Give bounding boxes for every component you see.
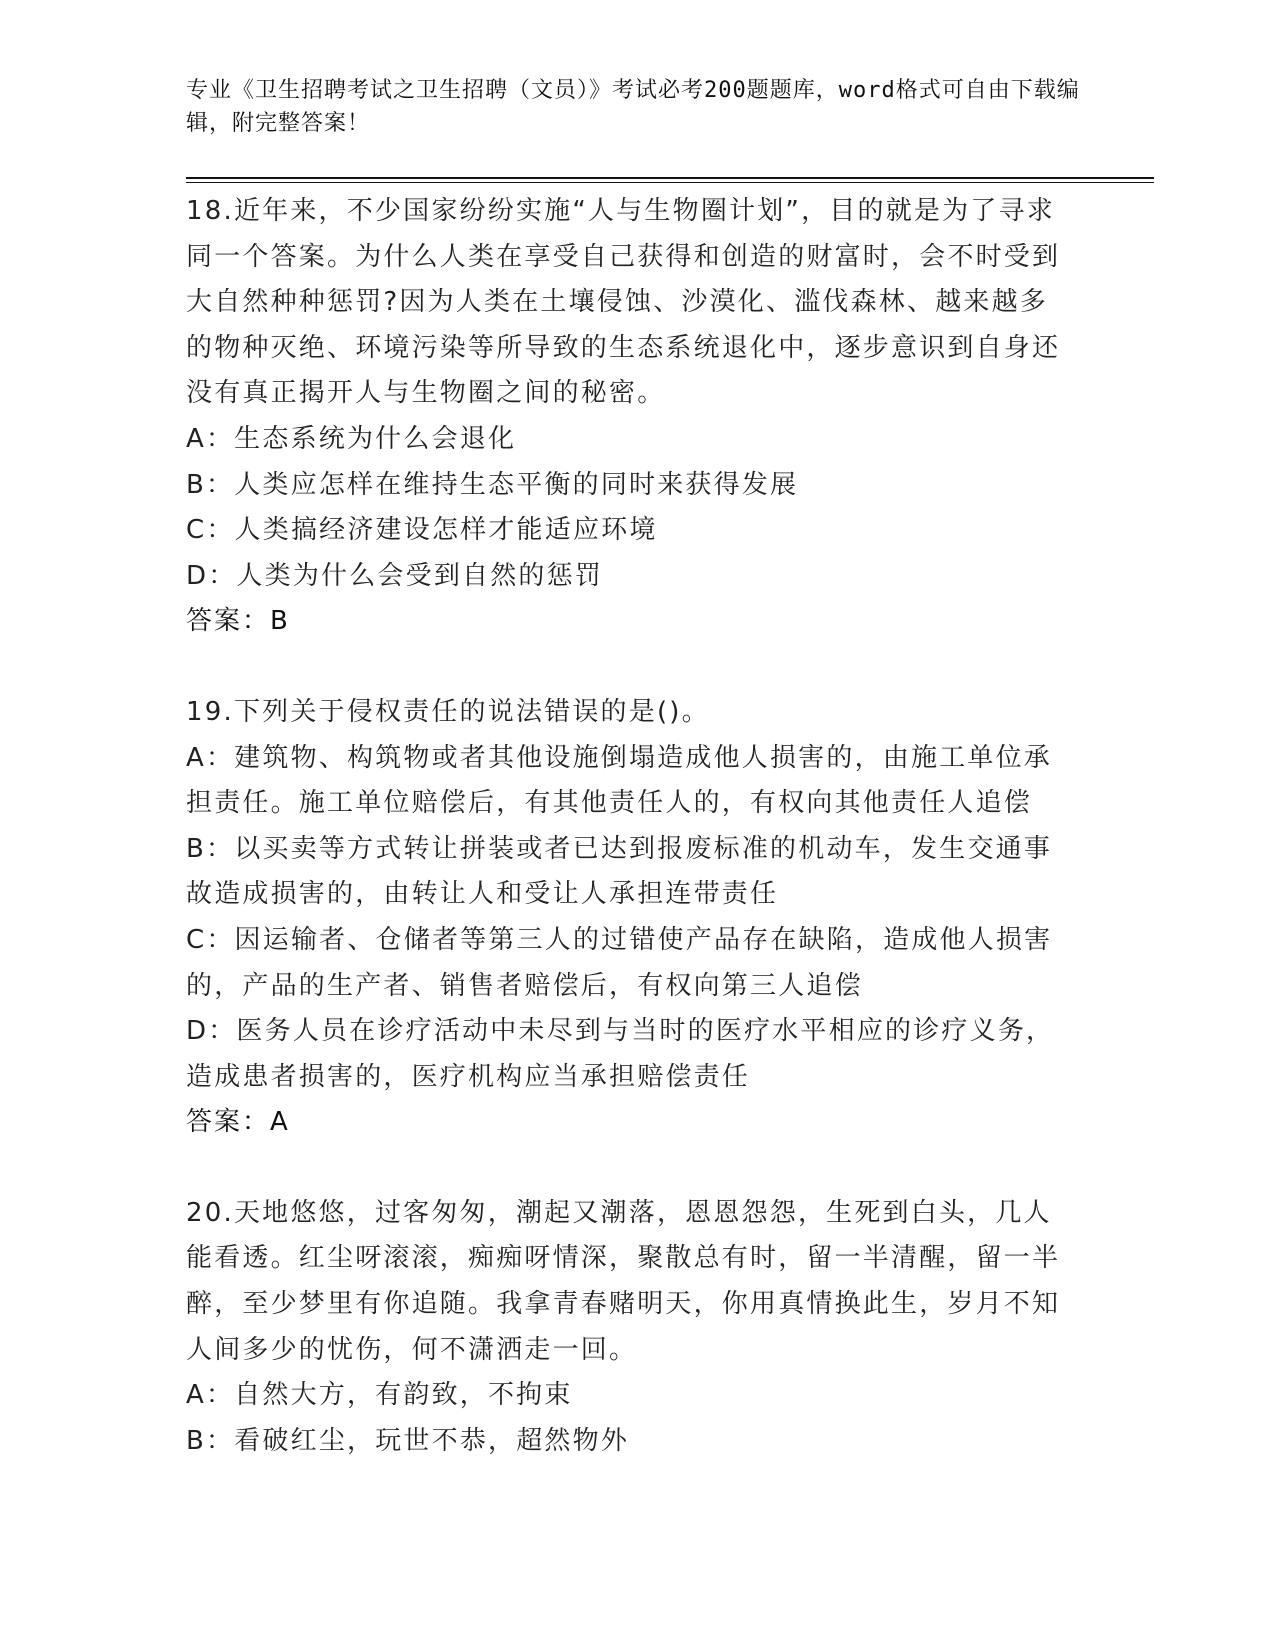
option-c: C：因运输者、仓储者等第三人的过错使产品存在缺陷，造成他人损害的，产品的生产者、销售者赔偿后，有权向第三人追偿: [186, 924, 1053, 1001]
option-d: D：人类为什么会受到自然的惩罚: [186, 560, 604, 591]
option-b: B：以买卖等方式转让拼装或者已达到报废标准的机动车，发生交通事故造成损害的，由转让人和受让人承担连带责任: [186, 833, 1053, 910]
document-header: 专业《卫生招聘考试之卫生招聘（文员）》考试必考200题题库，word格式可自由下载编辑，附完整答案！: [186, 78, 1080, 136]
option-a: A：自然大方，有韵致，不拘束: [186, 1380, 573, 1411]
question-list: [186, 189, 1066, 1464]
header-rule-thick: [186, 177, 1154, 179]
answer: 答案：B: [186, 606, 290, 637]
option-a: A：建筑物、构筑物或者其他设施倒塌造成他人损害的，由施工单位承担责任。施工单位赔偿后，有其他责任人的，有权向其他责任人追偿: [186, 742, 1052, 819]
question-stem: 19.下列关于侵权责任的说法错误的是()。: [186, 696, 710, 727]
question-stem: 18.近年来，不少国家纷纷实施“人与生物圈计划”，目的就是为了寻求同一个答案。为什么人类在享受自己获得和创造的财富时，会不时受到大自然种种惩罚?因为人类在土壤侵蚀、沙漠化、滥伐森林、越来越多的物种灭绝、环境污染等所导致的生态系统退化中，逐步意识到自身还没有真正揭开人与生物圈之间的秘密。: [186, 196, 1061, 409]
answer: 答案：A: [186, 1107, 290, 1138]
question-20: [186, 1191, 1066, 1465]
question-18: [186, 189, 1066, 645]
option-b: B：人类应怎样在维持生态平衡的同时来获得发展: [186, 469, 799, 500]
header-rule-thin: [186, 182, 1154, 183]
option-c: C：人类搞经济建设怎样才能适应环境: [186, 515, 658, 546]
question-stem: 20.天地悠悠，过客匆匆，潮起又潮落，恩恩怨怨，生死到白头，几人能看透。红尘呀滚滚，痴痴呀情深，聚散总有时，留一半清醒，留一半醉，至少梦里有你追随。我拿青春赌明天，你用真情换此生，岁月不知人间多少的忧伤，何不潇洒走一回。: [186, 1197, 1061, 1365]
question-19: [186, 690, 1066, 1146]
option-d: D：医务人员在诊疗活动中未尽到与当时的医疗水平相应的诊疗义务，造成患者损害的，医疗机构应当承担赔偿责任: [186, 1016, 1055, 1092]
option-b: B：看破红尘，玩世不恭，超然物外: [186, 1425, 630, 1456]
option-a: A：生态系统为什么会退化: [186, 423, 517, 454]
